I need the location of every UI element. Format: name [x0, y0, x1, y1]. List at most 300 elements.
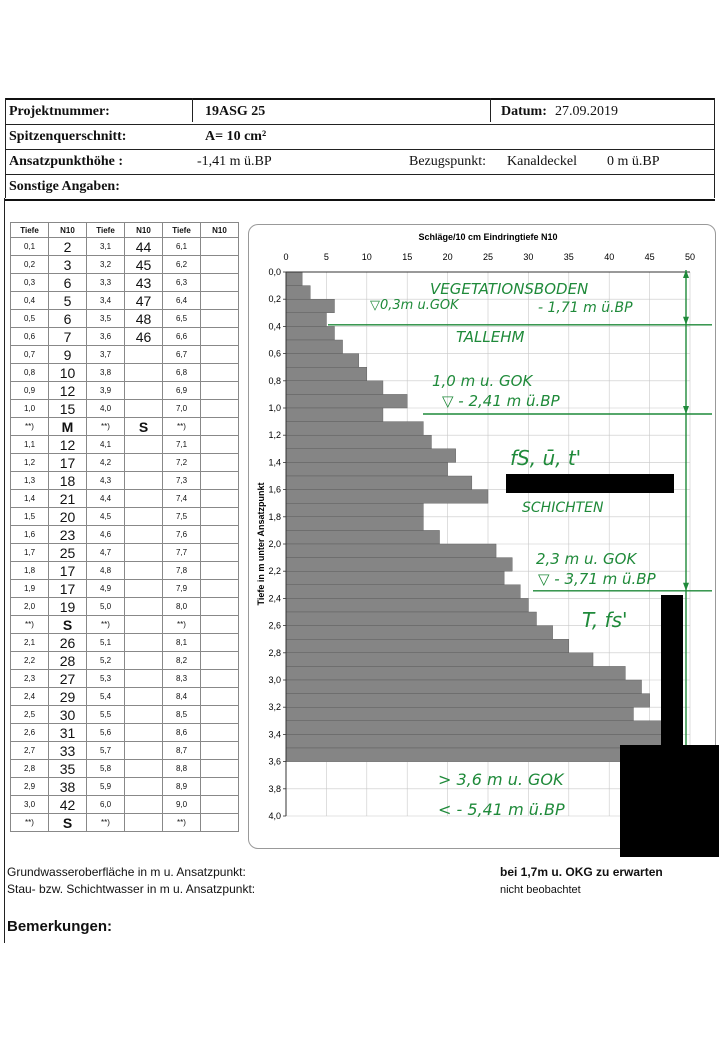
bar [286, 422, 423, 436]
cell-tiefe: **) [11, 616, 49, 634]
frame-divider-1 [192, 98, 193, 122]
bar [286, 598, 528, 612]
cell-tiefe: 4,9 [87, 580, 125, 598]
cell-n10: S [125, 418, 163, 436]
cell-n10: 26 [49, 634, 87, 652]
annotation-tallehm: TALLEHM [456, 328, 525, 346]
y-tick-label: 3,0 [268, 675, 281, 685]
cell-n10 [201, 364, 239, 382]
cell-n10 [201, 814, 239, 832]
cell-n10 [125, 562, 163, 580]
cell-tiefe: **) [11, 814, 49, 832]
cell-tiefe: 7,7 [163, 544, 201, 562]
cell-tiefe: 0,7 [11, 346, 49, 364]
cell-n10: 30 [49, 706, 87, 724]
th-tiefe-1: Tiefe [11, 223, 49, 238]
annotation-d1: 1,0 m u. GOK [432, 372, 533, 390]
stau-label: Stau- bzw. Schichtwasser in m u. Ansatzpunkt: [7, 882, 256, 896]
stau-value: nicht beobachtet [500, 884, 581, 896]
y-tick-label: 0,2 [268, 294, 281, 305]
cell-tiefe: 7,3 [163, 472, 201, 490]
bar [286, 571, 504, 585]
cell-tiefe: **) [11, 418, 49, 436]
table-row [11, 706, 239, 724]
cell-tiefe: 1,0 [11, 400, 49, 418]
bar [286, 707, 633, 721]
cell-n10 [125, 688, 163, 706]
th-n10-2: N10 [125, 223, 163, 238]
cell-n10: 27 [49, 670, 87, 688]
bar [286, 490, 488, 504]
cell-tiefe: **) [163, 418, 201, 436]
table-row [11, 436, 239, 454]
cell-n10: M [49, 418, 87, 436]
cell-n10 [201, 616, 239, 634]
cell-tiefe: **) [163, 814, 201, 832]
cell-tiefe: 7,1 [163, 436, 201, 454]
n10-table [10, 222, 239, 832]
y-tick-label: 0,0 [268, 267, 281, 277]
cell-n10: 19 [49, 598, 87, 616]
table-row [11, 580, 239, 598]
annotation-fs: fS, ū, t' [510, 446, 582, 470]
cell-tiefe: 4,3 [87, 472, 125, 490]
cell-tiefe: 4,1 [87, 436, 125, 454]
cell-n10 [125, 544, 163, 562]
table-row [11, 472, 239, 490]
bar [286, 408, 383, 422]
cell-n10: 46 [125, 328, 163, 346]
table-row [11, 688, 239, 706]
y-tick-label: 3,8 [268, 783, 281, 794]
table-row [11, 454, 239, 472]
row-spitzen [5, 125, 715, 150]
cell-tiefe: 6,5 [163, 310, 201, 328]
cell-n10 [125, 706, 163, 724]
cell-n10 [125, 616, 163, 634]
cell-n10: 6 [49, 310, 87, 328]
bar [286, 476, 472, 490]
cell-tiefe: 2,3 [11, 670, 49, 688]
cell-n10 [125, 472, 163, 490]
cell-tiefe: 0,2 [11, 256, 49, 274]
cell-tiefe: 0,8 [11, 364, 49, 382]
bar [286, 530, 440, 544]
cell-n10 [125, 796, 163, 814]
th-n10-1: N10 [49, 223, 87, 238]
cell-tiefe: 0,1 [11, 238, 49, 256]
cell-tiefe: **) [87, 814, 125, 832]
table-row [11, 364, 239, 382]
cell-n10 [125, 670, 163, 688]
redaction-box [661, 595, 683, 745]
cell-n10 [125, 454, 163, 472]
redaction-box [506, 474, 674, 493]
cell-n10 [201, 238, 239, 256]
cell-tiefe: 8,7 [163, 742, 201, 760]
cell-tiefe: 4,4 [87, 490, 125, 508]
bar [286, 299, 334, 313]
annotation-arrow [683, 317, 689, 325]
bezug-hoehe: 0 m ü.BP [607, 154, 660, 169]
cell-tiefe: 7,5 [163, 508, 201, 526]
table-row [11, 292, 239, 310]
cell-n10 [201, 742, 239, 760]
cell-tiefe: **) [163, 616, 201, 634]
annotation-schichten: SCHICHTEN [522, 500, 604, 516]
cell-tiefe: 7,9 [163, 580, 201, 598]
x-tick-label: 5 [323, 252, 329, 262]
cell-n10: 48 [125, 310, 163, 328]
gw-label: Grundwasseroberfläche in m u. Ansatzpunkt: [7, 865, 246, 879]
annotation-arrow [683, 583, 689, 591]
cell-tiefe: 5,7 [87, 742, 125, 760]
cell-n10 [201, 634, 239, 652]
bemerkungen-label: Bemerkungen: [7, 918, 113, 935]
table-row [11, 724, 239, 742]
annotation-d3-elev: < - 5,41 m ü.BP [438, 800, 565, 819]
cell-tiefe: 7,8 [163, 562, 201, 580]
cell-tiefe: 2,5 [11, 706, 49, 724]
cell-n10: 5 [49, 292, 87, 310]
cell-n10 [201, 688, 239, 706]
cell-tiefe: 4,8 [87, 562, 125, 580]
y-tick-label: 1,6 [268, 484, 281, 495]
table-row [11, 328, 239, 346]
cell-tiefe: 9,0 [163, 796, 201, 814]
cell-n10 [125, 382, 163, 400]
cell-tiefe: 3,0 [11, 796, 49, 814]
cell-n10 [125, 400, 163, 418]
x-tick-label: 35 [563, 252, 574, 262]
cell-tiefe: 3,7 [87, 346, 125, 364]
y-tick-label: 3,2 [268, 702, 281, 713]
y-tick-label: 0,8 [268, 375, 281, 386]
cell-tiefe: 3,5 [87, 310, 125, 328]
bar [286, 639, 569, 653]
cell-tiefe: 3,1 [87, 238, 125, 256]
cell-tiefe: 1,4 [11, 490, 49, 508]
annotation-veg: VEGETATIONSBODEN [430, 280, 589, 298]
table-row [11, 490, 239, 508]
cell-tiefe: 3,8 [87, 364, 125, 382]
cell-tiefe: 4,7 [87, 544, 125, 562]
x-tick-label: 30 [523, 252, 534, 262]
cell-n10: S [49, 814, 87, 832]
gw-value: bei 1,7m u. OKG zu erwarten [500, 865, 663, 879]
table-row [11, 274, 239, 292]
cell-n10 [125, 724, 163, 742]
annotation-d3: > 3,6 m u. GOK [438, 770, 564, 789]
cell-tiefe: 7,4 [163, 490, 201, 508]
cell-n10 [201, 400, 239, 418]
cell-tiefe: 3,4 [87, 292, 125, 310]
cell-n10 [201, 256, 239, 274]
cell-tiefe: 0,6 [11, 328, 49, 346]
redaction-box [620, 745, 719, 857]
cell-n10 [201, 436, 239, 454]
bar [286, 272, 302, 286]
header-block [5, 98, 715, 201]
table-row [11, 634, 239, 652]
frame-right-line [714, 98, 715, 198]
table-row [11, 760, 239, 778]
cell-n10 [201, 796, 239, 814]
table-row [11, 616, 239, 634]
cell-tiefe: 8,4 [163, 688, 201, 706]
cell-tiefe: 1,1 [11, 436, 49, 454]
cell-tiefe: 5,6 [87, 724, 125, 742]
cell-n10: 35 [49, 760, 87, 778]
cell-tiefe: 5,8 [87, 760, 125, 778]
cell-tiefe: 1,7 [11, 544, 49, 562]
cell-n10: 17 [49, 562, 87, 580]
bar [286, 694, 650, 708]
x-tick-label: 15 [402, 252, 413, 262]
bar [286, 626, 553, 640]
datum-value: 27.09.2019 [555, 104, 618, 119]
cell-tiefe: 0,4 [11, 292, 49, 310]
cell-n10: 29 [49, 688, 87, 706]
cell-n10 [201, 274, 239, 292]
cell-n10: 44 [125, 238, 163, 256]
cell-tiefe: 6,6 [163, 328, 201, 346]
bar [286, 585, 520, 599]
y-tick-label: 3,4 [268, 729, 281, 740]
frame-left-line-lower [4, 198, 5, 943]
table-row [11, 418, 239, 436]
bezug-label: Bezugspunkt: [409, 154, 486, 169]
cell-tiefe: 2,9 [11, 778, 49, 796]
cell-n10: 9 [49, 346, 87, 364]
cell-n10 [201, 490, 239, 508]
cell-tiefe: 8,1 [163, 634, 201, 652]
cell-tiefe: 5,1 [87, 634, 125, 652]
annotation-d1-elev: ▽ - 2,41 m ü.BP [442, 392, 560, 410]
bar [286, 354, 359, 368]
cell-n10 [201, 346, 239, 364]
row-ansatz [5, 150, 715, 175]
cell-n10: 28 [49, 652, 87, 670]
cell-n10 [201, 724, 239, 742]
annotation-d2-elev: ▽ - 3,71 m ü.BP [538, 570, 656, 588]
cell-n10 [125, 778, 163, 796]
cell-n10: 33 [49, 742, 87, 760]
chart-title: Schläge/10 cm Eindringtiefe N10 [418, 232, 558, 242]
cell-n10: 12 [49, 382, 87, 400]
cell-tiefe: 6,8 [163, 364, 201, 382]
cell-tiefe: 4,6 [87, 526, 125, 544]
cell-tiefe: 7,6 [163, 526, 201, 544]
cell-n10 [125, 508, 163, 526]
bar [286, 748, 658, 762]
bar [286, 367, 367, 381]
bar [286, 313, 326, 327]
cell-tiefe: 6,2 [163, 256, 201, 274]
cell-tiefe: 7,0 [163, 400, 201, 418]
cell-n10: 15 [49, 400, 87, 418]
cell-tiefe: 6,3 [163, 274, 201, 292]
cell-n10 [125, 760, 163, 778]
cell-tiefe: 4,0 [87, 400, 125, 418]
cell-tiefe: 0,5 [11, 310, 49, 328]
cell-tiefe: 8,8 [163, 760, 201, 778]
bar [286, 666, 625, 680]
cell-tiefe: 8,5 [163, 706, 201, 724]
cell-tiefe: 1,9 [11, 580, 49, 598]
cell-tiefe: 2,7 [11, 742, 49, 760]
y-tick-label: 2,8 [268, 647, 281, 658]
cell-n10: 17 [49, 580, 87, 598]
cell-n10 [201, 292, 239, 310]
y-tick-label: 2,4 [268, 593, 281, 604]
table-row [11, 742, 239, 760]
cell-n10: 3 [49, 256, 87, 274]
y-tick-label: 1,8 [268, 511, 281, 522]
cell-tiefe: 5,2 [87, 652, 125, 670]
cell-n10 [125, 364, 163, 382]
cell-tiefe: 3,6 [87, 328, 125, 346]
cell-tiefe: 5,5 [87, 706, 125, 724]
cell-n10: 12 [49, 436, 87, 454]
cell-n10 [201, 598, 239, 616]
annotation-arrow [683, 406, 689, 414]
cell-n10 [201, 670, 239, 688]
datum-label: Datum: [501, 104, 547, 119]
table-row [11, 544, 239, 562]
table-row [11, 598, 239, 616]
y-tick-label: 1,4 [268, 457, 281, 468]
y-axis-label: Tiefe in m unter Ansatzpunkt [256, 482, 266, 606]
cell-tiefe: 6,4 [163, 292, 201, 310]
ansatz-label: Ansatzpunkthöhe : [9, 154, 123, 169]
cell-n10 [125, 652, 163, 670]
cell-n10: 20 [49, 508, 87, 526]
y-tick-label: 0,6 [268, 348, 281, 359]
cell-n10 [125, 814, 163, 832]
cell-tiefe: 2,6 [11, 724, 49, 742]
cell-n10 [201, 544, 239, 562]
bar [286, 721, 666, 735]
cell-tiefe: 2,0 [11, 598, 49, 616]
cell-n10: 18 [49, 472, 87, 490]
bar [286, 381, 383, 395]
x-tick-label: 10 [361, 252, 372, 262]
cell-n10: 45 [125, 256, 163, 274]
x-tick-label: 20 [442, 252, 453, 262]
cell-n10: 43 [125, 274, 163, 292]
y-tick-label: 2,6 [268, 620, 281, 631]
cell-n10 [125, 580, 163, 598]
table-row [11, 778, 239, 796]
cell-n10 [201, 652, 239, 670]
cell-tiefe: 6,9 [163, 382, 201, 400]
frame-left-line [5, 98, 6, 198]
x-tick-label: 0 [283, 252, 289, 262]
cell-n10: 23 [49, 526, 87, 544]
table-row [11, 508, 239, 526]
bar [286, 340, 343, 354]
cell-tiefe: 7,2 [163, 454, 201, 472]
cell-n10 [201, 526, 239, 544]
table-row [11, 526, 239, 544]
cell-tiefe: 1,2 [11, 454, 49, 472]
y-tick-label: 4,0 [268, 811, 281, 821]
cell-n10 [125, 598, 163, 616]
cell-n10 [201, 760, 239, 778]
spitzen-value: A= 10 cm² [205, 129, 267, 144]
cell-n10: 7 [49, 328, 87, 346]
table-row [11, 346, 239, 364]
cell-tiefe: 2,8 [11, 760, 49, 778]
cell-n10 [125, 346, 163, 364]
bar [286, 734, 674, 748]
bar [286, 326, 334, 340]
cell-n10 [201, 418, 239, 436]
cell-n10 [201, 310, 239, 328]
cell-n10: 10 [49, 364, 87, 382]
annotation-tfs: T, fs' [582, 608, 628, 632]
y-tick-label: 2,0 [268, 539, 281, 549]
cell-n10: 25 [49, 544, 87, 562]
cell-tiefe: 8,0 [163, 598, 201, 616]
cell-tiefe: 1,8 [11, 562, 49, 580]
table-row [11, 256, 239, 274]
bar [286, 394, 407, 408]
y-tick-label: 1,2 [268, 430, 281, 441]
cell-n10: 21 [49, 490, 87, 508]
cell-tiefe: 3,2 [87, 256, 125, 274]
cell-tiefe: **) [87, 616, 125, 634]
bar [286, 462, 448, 476]
cell-n10 [201, 454, 239, 472]
cell-tiefe: 2,2 [11, 652, 49, 670]
cell-tiefe: 6,7 [163, 346, 201, 364]
bar [286, 558, 512, 572]
annotation-d2: 2,3 m u. GOK [536, 550, 637, 568]
y-tick-label: 2,2 [268, 566, 281, 577]
bar [286, 653, 593, 667]
cell-n10 [201, 706, 239, 724]
spitzen-label: Spitzenquerschnitt: [9, 129, 127, 144]
cell-n10 [201, 472, 239, 490]
cell-tiefe: 5,3 [87, 670, 125, 688]
cell-tiefe: 1,5 [11, 508, 49, 526]
bar [286, 286, 310, 300]
cell-tiefe: 2,1 [11, 634, 49, 652]
cell-n10: 17 [49, 454, 87, 472]
cell-tiefe: 5,9 [87, 778, 125, 796]
cell-tiefe: 3,9 [87, 382, 125, 400]
bar [286, 435, 431, 449]
cell-n10: 38 [49, 778, 87, 796]
table-row [11, 670, 239, 688]
cell-n10: 2 [49, 238, 87, 256]
bar [286, 612, 536, 626]
bar [286, 544, 496, 558]
th-n10-3: N10 [201, 223, 239, 238]
row-sonstige [5, 175, 715, 201]
cell-tiefe: 6,0 [87, 796, 125, 814]
cell-n10 [201, 508, 239, 526]
table-row [11, 652, 239, 670]
cell-n10 [201, 580, 239, 598]
table-row [11, 562, 239, 580]
cell-tiefe: 0,3 [11, 274, 49, 292]
cell-n10 [125, 634, 163, 652]
cell-tiefe: 8,3 [163, 670, 201, 688]
y-tick-label: 3,6 [268, 756, 281, 767]
